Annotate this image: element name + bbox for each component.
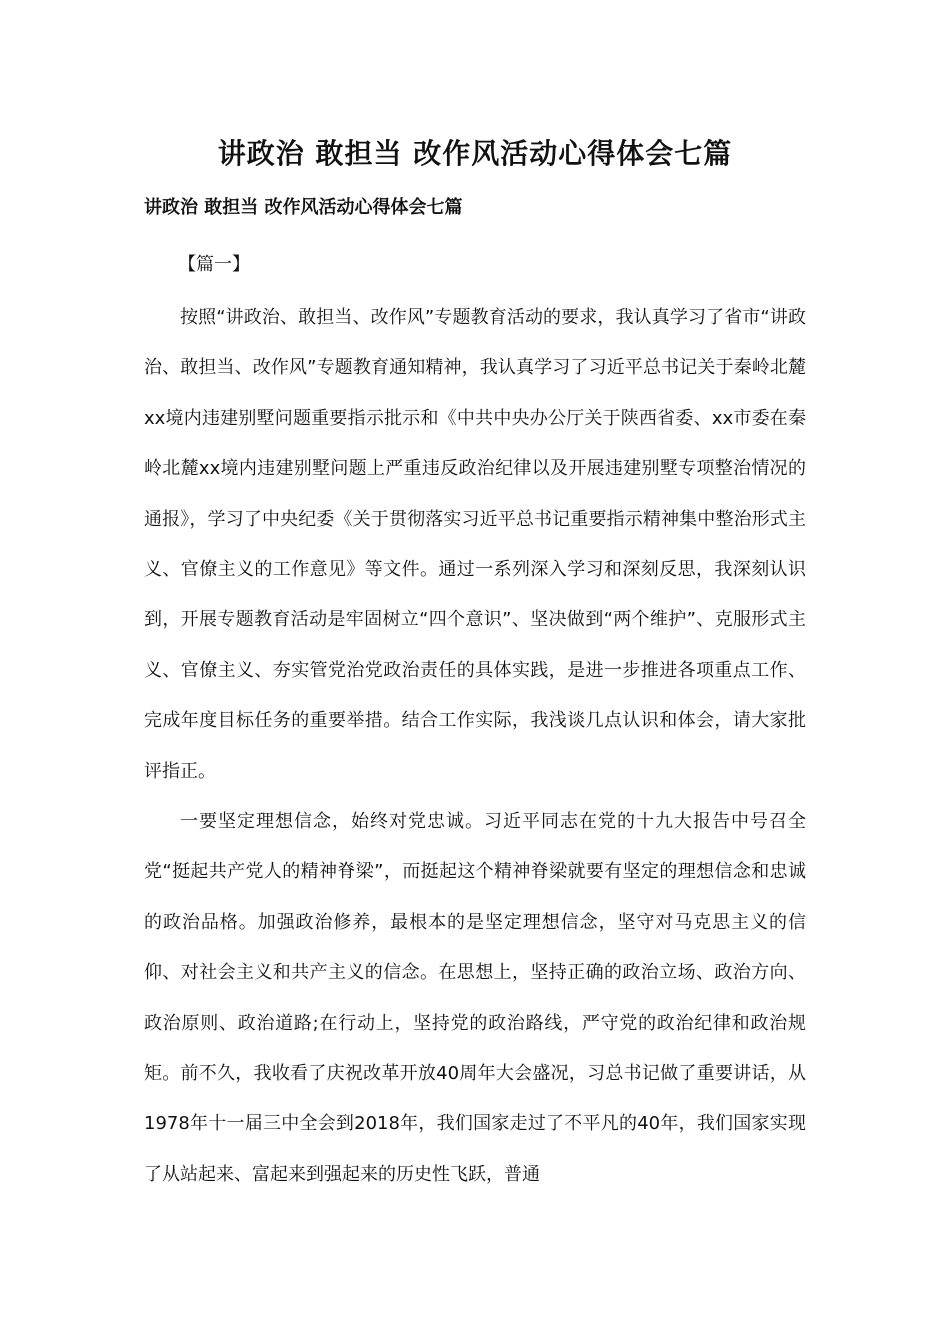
- document-subtitle: 讲政治 敢担当 改作风活动心得体会七篇: [144, 197, 463, 218]
- paragraph-2: 一要坚定理想信念，始终对党忠诚。习近平同志在党的十九大报告中号召全党“挺起共产党人的精神脊梁”，而挺起这个精神脊梁就要有坚定的理想信念和忠诚的政治品格。加强政治修养，最根本的是坚定理想信念，坚守对马克思主义的信仰、对社会主义和共产主义的信念。在思想上，坚持正确的政治立场、政治方向、政治原则、政治道路;在行动上，坚持党的政治路线，严守党的政治纪律和政治规矩。前不久，我收看了庆祝改革开放40周年大会盛况，习总书记做了重要讲话，从1978年十一届三中全会到2018年，我们国家走过了不平凡的40年，我们国家实现了从站起来、富起来到强起来的历史性飞跃，普通: [144, 811, 806, 1185]
- section-label: 【篇一】: [178, 254, 250, 275]
- paragraph-1: 按照“讲政治、敢担当、改作风”专题教育活动的要求，我认真学习了省市“讲政治、敢担当、改作风”专题教育通知精神，我认真学习了习近平总书记关于秦岭北麓xx境内违建别墅问题重要指示批示和《中共中央办公厅关于陕西省委、xx市委在秦岭北麓xx境内违建别墅问题上严重违反政治纪律以及开展违建别墅专项整治情况的通报》，学习了中央纪委《关于贯彻落实习近平总书记重要指示精神集中整治形式主义、官僚主义的工作意见》等文件。通过一系列深入学习和深刻反思，我深刻认识到，开展专题教育活动是牢固树立“四个意识”、坚决做到“两个维护”、克服形式主义、官僚主义、夯实管党治党政治责任的具体实践，是进一步推进各项重点工作、完成年度目标任务的重要举措。结合工作实际，我浅谈几点认识和体会，请大家批评指正。: [144, 307, 806, 782]
- document-title: 讲政治 敢担当 改作风活动心得体会七篇: [217, 137, 733, 170]
